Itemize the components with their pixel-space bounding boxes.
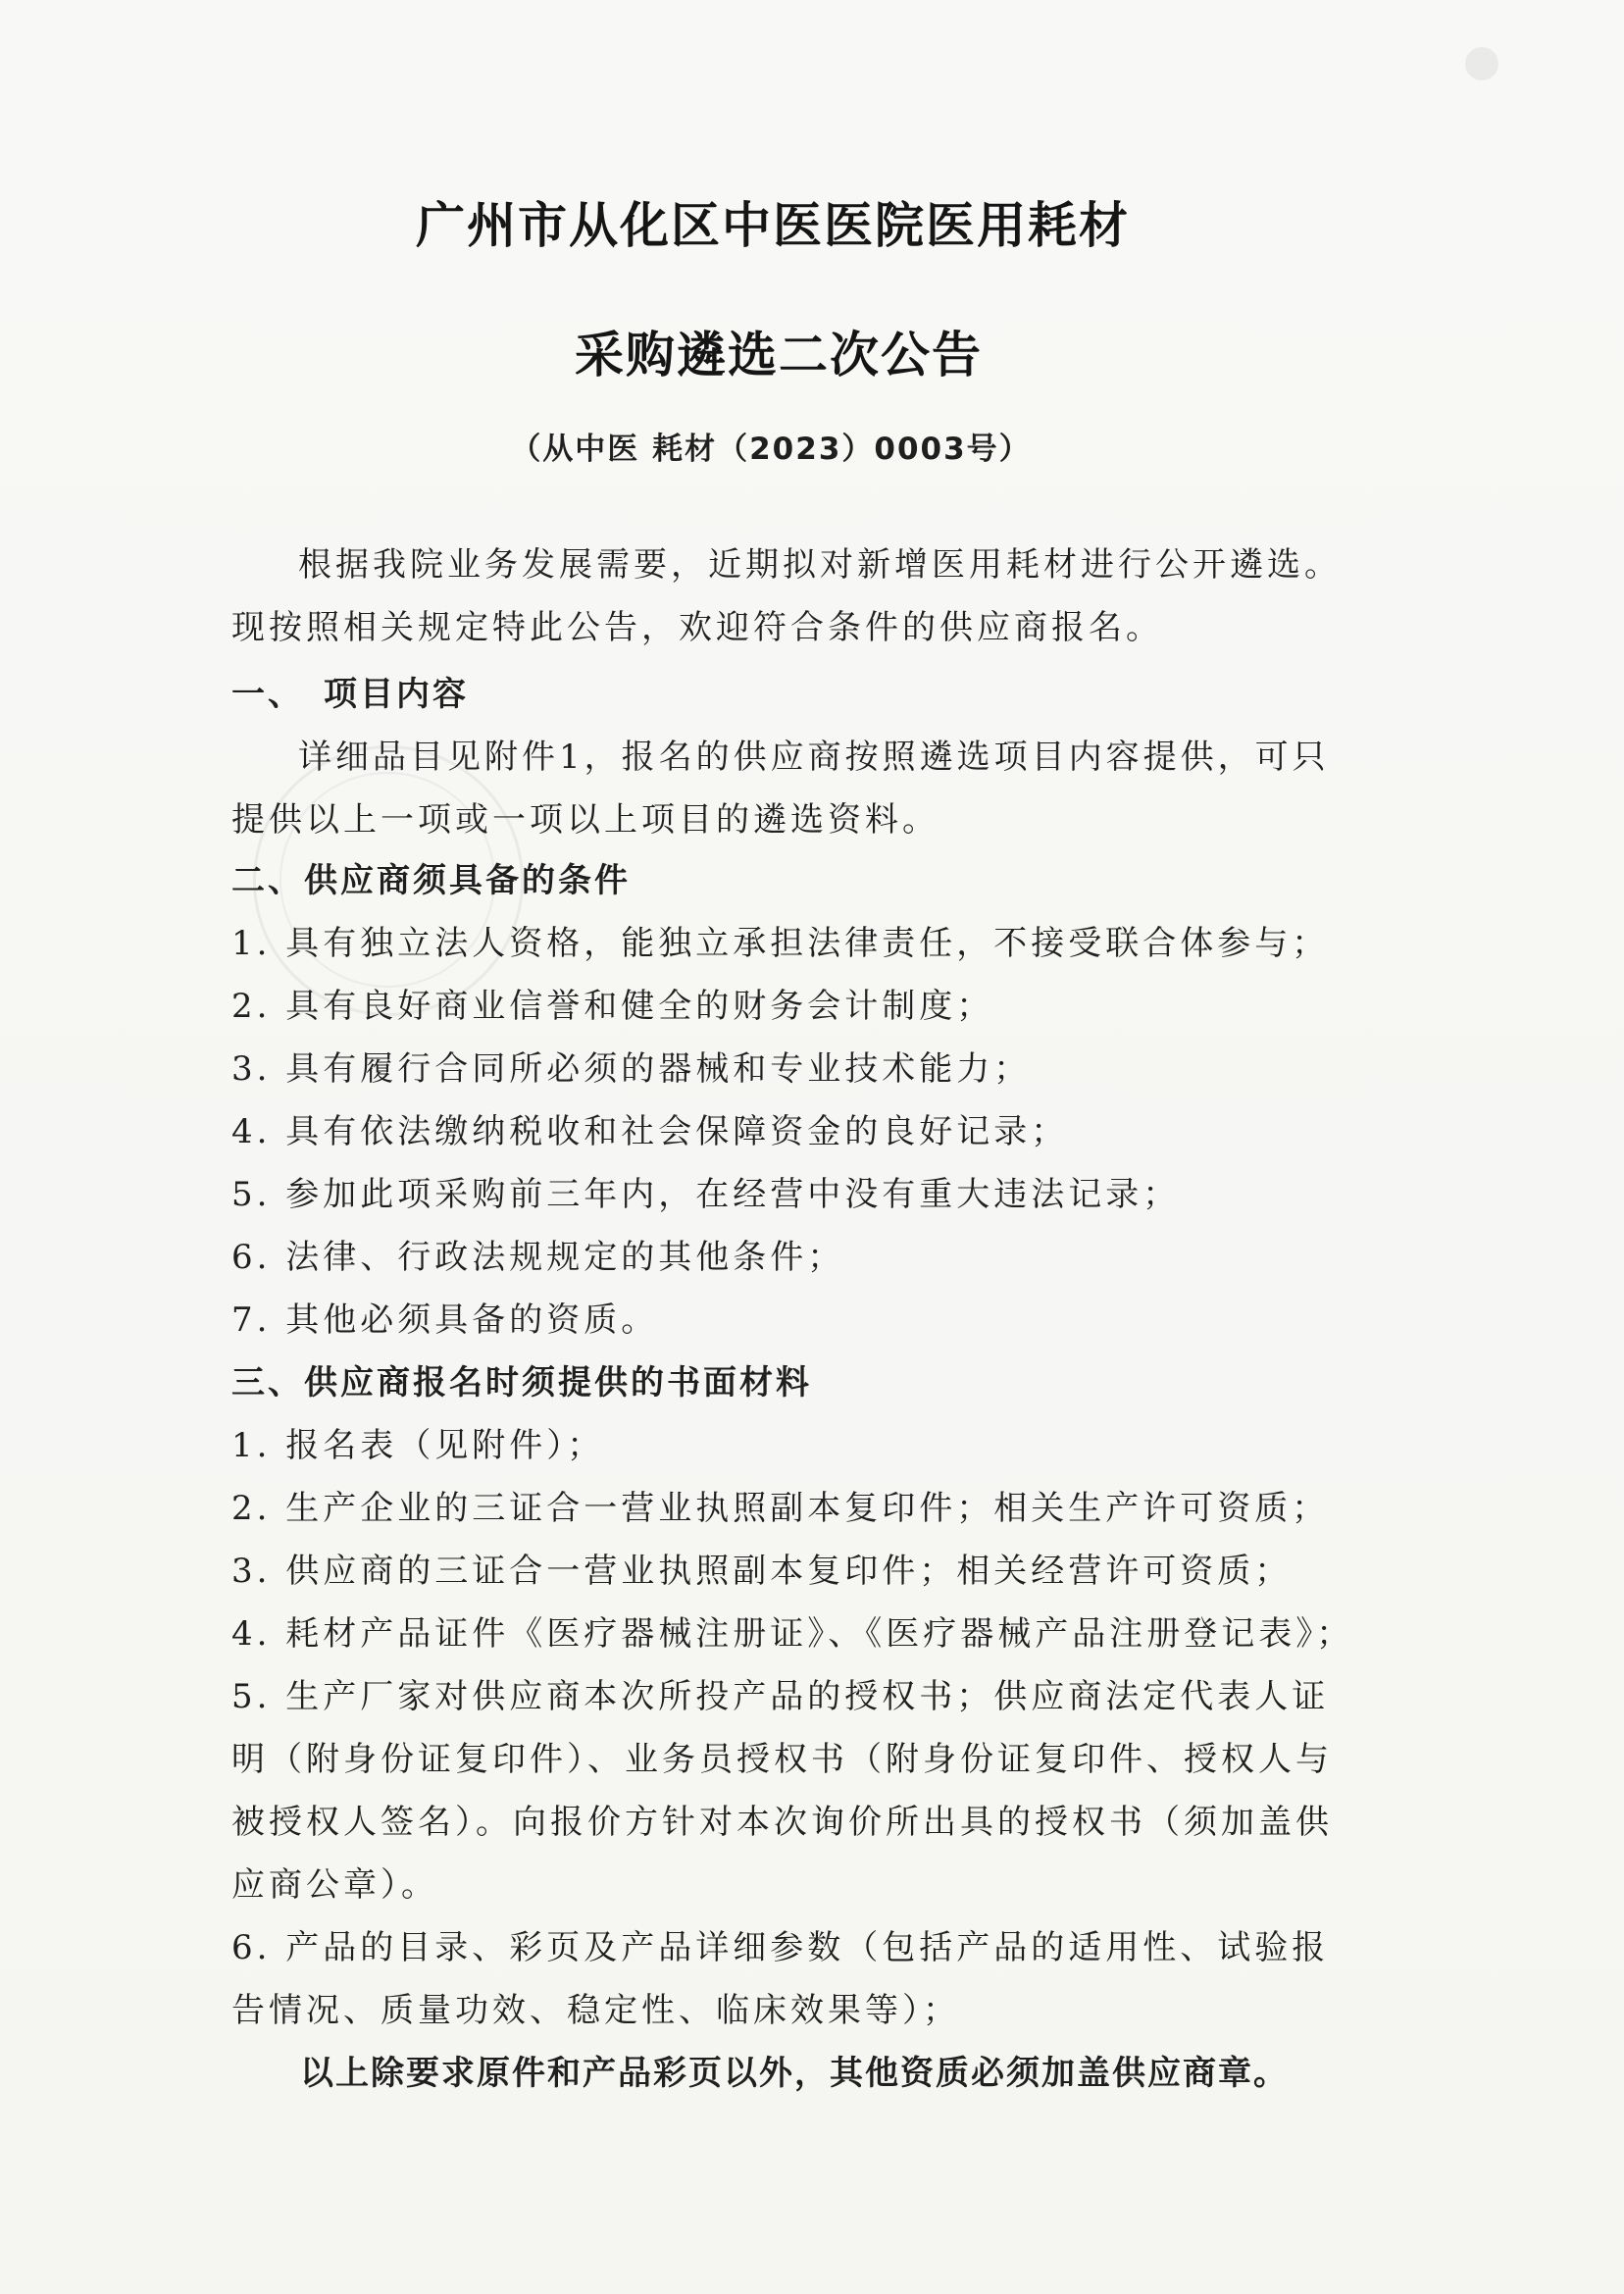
condition-item-1: 1. 具有独立法人资格，能独立承担法律责任，不接受联合体参与； xyxy=(231,924,1330,963)
footer-note: 以上除要求原件和产品彩页以外，其他资质必须加盖供应商章。 xyxy=(300,2054,1289,2093)
section-1-body: 详细品目见附件1，报名的供应商按照遴选项目内容提供，可只提供以上一项或一项以上项目的遴选资料。 xyxy=(231,738,1330,840)
material-item-6: 6. 产品的目录、彩页及产品详细参数（包括产品的适用性、试验报告情况、质量功效、稳定性、临床效果等）； xyxy=(231,1928,1330,2030)
section-2-heading: 二、供应商须具备的条件 xyxy=(231,861,631,900)
condition-item-6: 6. 法律、行政法规规定的其他条件； xyxy=(231,1238,845,1277)
document-title-line-2: 采购遴选二次公告 xyxy=(575,327,983,383)
condition-item-7: 7. 其他必须具备的资质。 xyxy=(231,1300,659,1340)
section-1-title: 项目内容 xyxy=(324,675,469,714)
condition-item-2: 2. 具有良好商业信誉和健全的财务会计制度； xyxy=(231,987,994,1026)
intro-paragraph: 根据我院业务发展需要，近期拟对新增医用耗材进行公开遴选。现按照相关规定特此公告，欢迎符合条件的供应商报名。 xyxy=(231,545,1342,647)
material-item-2: 2. 生产企业的三证合一营业执照副本复印件；相关生产许可资质； xyxy=(231,1489,1330,1528)
scan-mark xyxy=(1465,47,1498,80)
section-3-heading: 三、供应商报名时须提供的书面材料 xyxy=(231,1363,812,1402)
document-number: （从中医 耗材（2023）0003号） xyxy=(510,432,1032,467)
material-item-1: 1. 报名表（见附件）； xyxy=(231,1426,605,1465)
section-1-number: 一、 xyxy=(231,675,304,714)
condition-item-5: 5. 参加此项采购前三年内，在经营中没有重大违法记录； xyxy=(231,1175,1181,1214)
condition-item-3: 3. 具有履行合同所必须的器械和专业技术能力； xyxy=(231,1049,1032,1089)
section-1-heading xyxy=(231,663,469,726)
condition-item-4: 4. 具有依法缴纳税收和社会保障资金的良好记录； xyxy=(231,1112,1069,1151)
document-title-line-1: 广州市从化区中医医院医用耗材 xyxy=(416,197,1130,254)
material-item-4: 4. 耗材产品证件《医疗器械注册证》、《医疗器械产品注册登记表》； xyxy=(231,1614,1354,1654)
material-item-3: 3. 供应商的三证合一营业执照副本复印件；相关经营许可资质； xyxy=(231,1552,1293,1591)
material-item-5: 5. 生产厂家对供应商本次所投产品的授权书；供应商法定代表人证明（附身份证复印件）、业务员授权书（附身份证复印件、授权人与被授权人签名）。向报价方针对本次询价所出具的授权书（须加盖供应商公章）。 xyxy=(231,1677,1333,1905)
